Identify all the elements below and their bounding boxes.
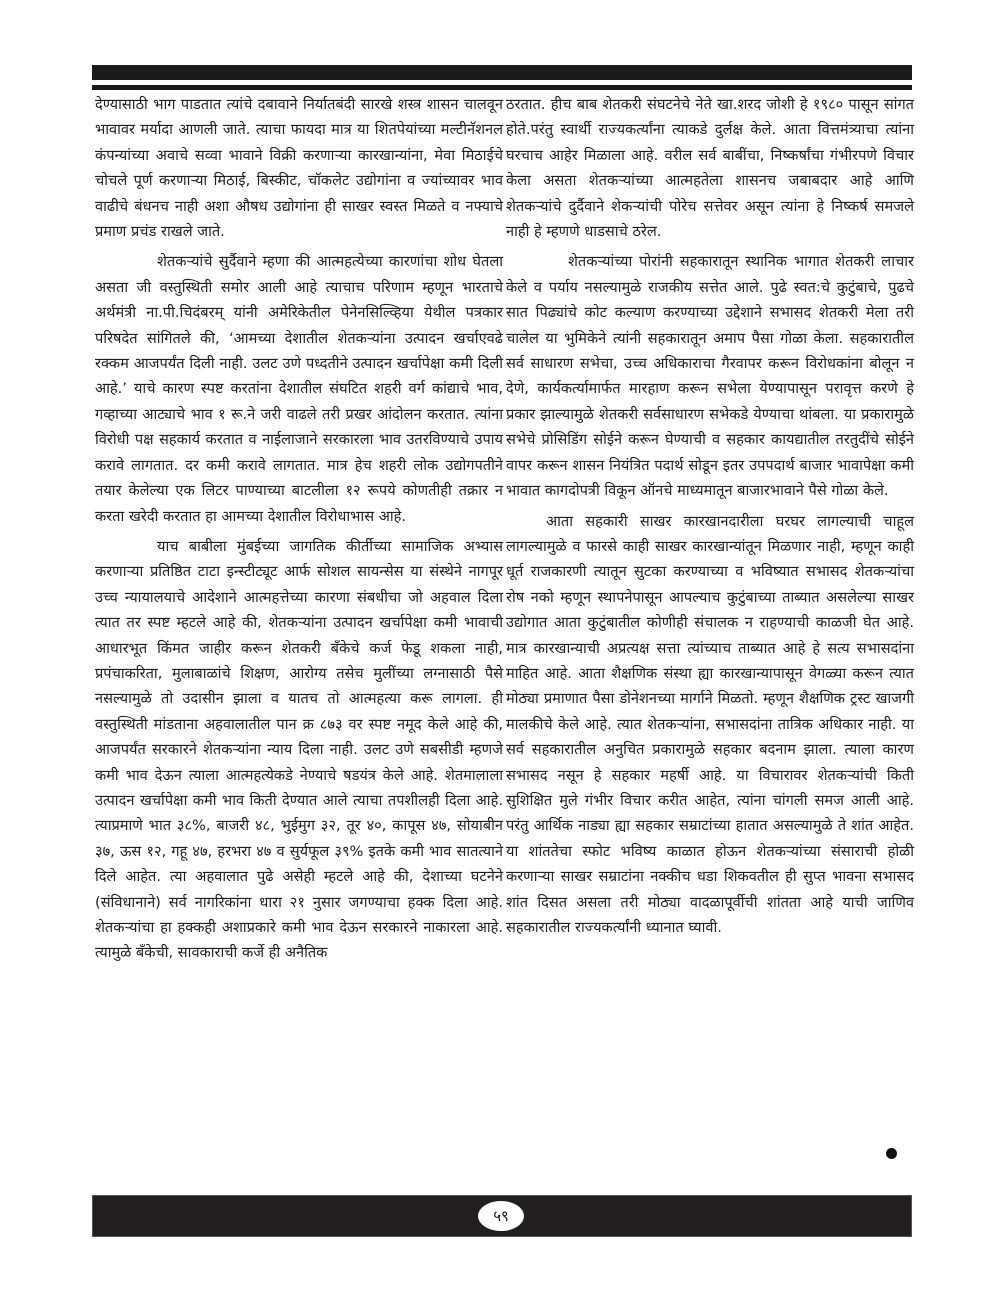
paragraph: याच बाबीला मुंबईच्या जागतिक कीर्तीच्या सामाजिक अभ्यास करणाऱ्या प्रतिष्ठित टाटा इन्स्टीट्यूट आर्फ सोशल सायन्सेस या संस्थेने नागपूर उच्च न्यायालयाचे आदेशाने आत्महत्तेच्या कारणा संबधीचा जो अहवाल दिला त्यात तर स्पष्ट म्हटले आहे की, शेतकऱ्यांना उत्पादन खर्चापेक्षा कमी भावाची आधारभूत किंमत जाहीर करून शेतकरी बॅंकेचे कर्ज फेडू शकला नाही, प्रपंचाकरिता, मुलाबाळांचे शिक्षण, आरोग्य तसेच मुलींच्या लग्नासाठी पैसे नसल्यामुळे तो उदासीन झाला व यातच तो आत्महत्या करू लागला. ही वस्तुस्थिती मांडताना अहवालातील पान क्र ८७३ वर स्पष्ट नमूद केले आहे की, आजपर्यंत सरकारने शेतकऱ्यांना न्याय दिला नाही. उलट उणे सबसीडी म्हणजे कमी भाव देऊन त्याला आत्महत्येकडे नेण्याचे षडयंत्र केले आहे. शेतमालाला उत्पादन खर्चापेक्षा कमी भाव किती देण्यात आले त्याचा तपशीलही दिला आहे. त्याप्रमाणे भात ३८%, बाजरी ४८, भुईमुग ३२, तूर ४०, कापूस ४७, सोयाबीन ३७, ऊस १२, गहू ४७, हरभरा ४७ व सुर्यफूल ३९% इतके कमी भाव सातत्याने दिले आहेत. त्या अहवालात पुढे असेही म्हटले आहे की, देशाच्या घटनेने (संविधानाने) सर्व नागरिकांना धारा २१ नुसार जगण्याचा हक्क दिला आहे. शेतकऱ्यांचा हा हक्कही अशाप्रकारे कमी भाव देऊन सरकारने नाकारला आहे. त्यामुळे बॅंकेची, सावकाराची कर्जे ही अनैतिक bbox=[95, 537, 503, 962]
paragraph: देण्यासाठी भाग पाडतात त्यांचे दबावाने निर्यातबंदी सारखे शस्त्र शासन चालवून भावावर मर्यादा आणली जाते. त्याचा फायदा मात्र या शितपेयांच्या मल्टीनॅशनल कंपन्यांच्या अवाचे सव्वा भावाने विक्री करणाऱ्या कारखान्यांना, मेवा मिठाईचे चोचले पूर्ण करणाऱ्या मिठाई, बिस्कीट, चॉकलेट उद्योगांना व ज्यांच्यावर भाव वाढीचे बंधनच नाही अशा औषध उद्योगांना ही साखर स्वस्त मिळते व नफ्याचे प्रमाण प्रचंड राखले जाते. bbox=[95, 96, 503, 241]
header-rule-thin bbox=[92, 85, 912, 90]
right-column bbox=[506, 92, 914, 945]
header-rule-thick bbox=[92, 65, 912, 80]
left-column bbox=[95, 92, 503, 971]
paragraph: ठरतात. हीच बाब शेतकरी संघटनेचे नेते खा.शरद जोशी हे १९८० पासून सांगत होते.परंतु स्वार्थी राज्यकर्त्यांना त्याकडे दुर्लक्ष केले. आता वित्तमंत्र्याचा त्यांना घरचाच आहेर मिळाला आहे. वरील सर्व बाबींचा, निष्कर्षांचा गंभीरपणे विचार केला असता शेतकऱ्यांच्या आत्महतेला शासनच जबाबदार आहे आणि शेतकऱ्यांचे दुर्दैवाने शेकऱ्यांची पोरेच सत्तेवर असून त्यांना हे निष्कर्ष समजले नाही हे म्हणणे धाडसाचे ठरेल. bbox=[506, 96, 914, 241]
page-number: ५९ bbox=[478, 1201, 524, 1231]
paragraph: आता सहकारी साखर कारखानदारीला घरघर लागल्याची चाहूल लागल्यामुळे व फारसे काही साखर कारखान्यांतून मिळणार नाही, म्हणून काही धूर्त राजकारणी त्यातून सुटका करण्याच्या व भविष्यात सभासद शेतकऱ्यांचा रोष नको म्हणून स्थापनेपासून आपल्याच कुटुंबाच्या ताब्यात असलेल्या साखर उद्योगात आता कुटुंबातील कोणीही संचालक न राहण्याची काळजी घेत आहे. मात्र कारखान्याची अप्रत्यक्ष सत्ता त्यांच्याच ताब्यात आहे हे सत्य सभासदांना माहित आहे. आता शैक्षणिक संस्था ह्या कारखान्यापासून वेगळ्या करून त्यात मोठ्या प्रमाणात पैसा डोनेशनच्या मार्गाने मिळतो. म्हणून शैक्षणिक ट्रस्ट खाजगी मालकीचे केले आहे. त्यात शेतकऱ्यांना, सभासदांना तात्रिक अधिकार नाही. या सर्व सहकारातील अनुचित प्रकारामुळे सहकार बदनाम झाला. त्याला कारण सभासद नसून हे सहकार महर्षी आहे. या विचारावर शेतकऱ्यांची किती सुशिक्षित मुले गंभीर विचार करीत आहेत, त्यांना चांगली समज आली आहे. परंतु आर्थिक नाड्या ह्या सहकार सम्राटांच्या हातात असल्यामुळे ते शांत आहेत. या शांततेचा स्फोट भविष्य काळात होऊन शेतकऱ्यांच्या संसाराची होळी करणाऱ्या साखर सम्राटांना नक्कीच धडा शिकवतील ही सुप्त भावना सभासद शांत दिसत असला तरी मोठ्या वादळापूर्वीची शांतता आहे याची जाणिव सहकारातील राज्यकर्त्यांनी ध्यानात घ्यावी. bbox=[506, 512, 914, 936]
paragraph: शेतकऱ्यांच्या पोरांनी सहकारातून स्थानिक भागात शेतकरी लाचार केले व पर्याय नसल्यामुळे राजकीय सत्तेत आले. पुढे स्वत:चे कुटुंबाचे, पुढचे सात पिढ्यांचे कोट कल्याण करण्याच्या उद्देशाने सभासद शेतकरी मेला तरी चालेल या भुमिकेने त्यांनी सहकारातून अमाप पैसा गोळा केला. सहकारातील सर्व साधारण सभेचा, उच्च अधिकाराचा गैरवापर करून विरोधकांना बोलून न देणे, कार्यकर्त्यामार्फत मारहाण करून सभेला येण्यापासून परावृत्त करणे हे प्रकार झाल्यामुळे शेतकरी सर्वसाधारण सभेकडे येण्याचा थांबला. या प्रकारामुळे सभेचे प्रोसिडिंग सोईने करून घेण्याची व सहकार कायद्यातील तरतुदींचे सोईने वापर करून शासन नियंत्रित पदार्थ सोडून इतर उपपदार्थ बाजार भावापेक्षा कमी भावात कागदोपत्री विकून ऑनचे माध्यमातून बाजारभावाने पैसे गोळा केले. bbox=[506, 253, 914, 500]
article-end-bullet-icon bbox=[886, 1148, 897, 1159]
paragraph: शेतकऱ्यांचे सुर्दैवाने म्हणा की आत्महत्येच्या कारणांचा शोध घेतला असता जी वस्तुस्थिती समोर आली आहे त्याचाच परिणाम म्हणून भारताचे अर्थमंत्री ना.पी.चिदंबरम् यांनी अमेरिकेतील पेनेनसिल्व्हिया येथील पत्रकार परिषदेत सांगितले की, ‘आमच्या देशातील शेतकऱ्यांना उत्पादन खर्चाएवढे रक्कम आजपर्यंत दिली नाही. उलट उणे पध्दतीने उत्पादन खर्चापेक्षा कमी दिली आहे.’ याचे कारण स्पष्ट करतांना देशातील संघटित शहरी वर्ग कांद्याचे भाव, गव्हाच्या आट्याचे भाव १ रू.ने जरी वाढले तरी प्रखर आंदोलन करतात. त्यांना विरोधी पक्ष सहकार्य करतात व नाईलाजाने सरकारला भाव उतरविण्याचे उपाय करावे लागतात. दर कमी करावे लागतात. मात्र हेच शहरी लोक उद्योगपतीने तयार केलेल्या एक लिटर पाण्याच्या बाटलीला १२ रूपये कोणतीही तक्रार न करता खरेदी करतात हा आमच्या देशातील विरोधाभास आहे. bbox=[95, 253, 503, 525]
